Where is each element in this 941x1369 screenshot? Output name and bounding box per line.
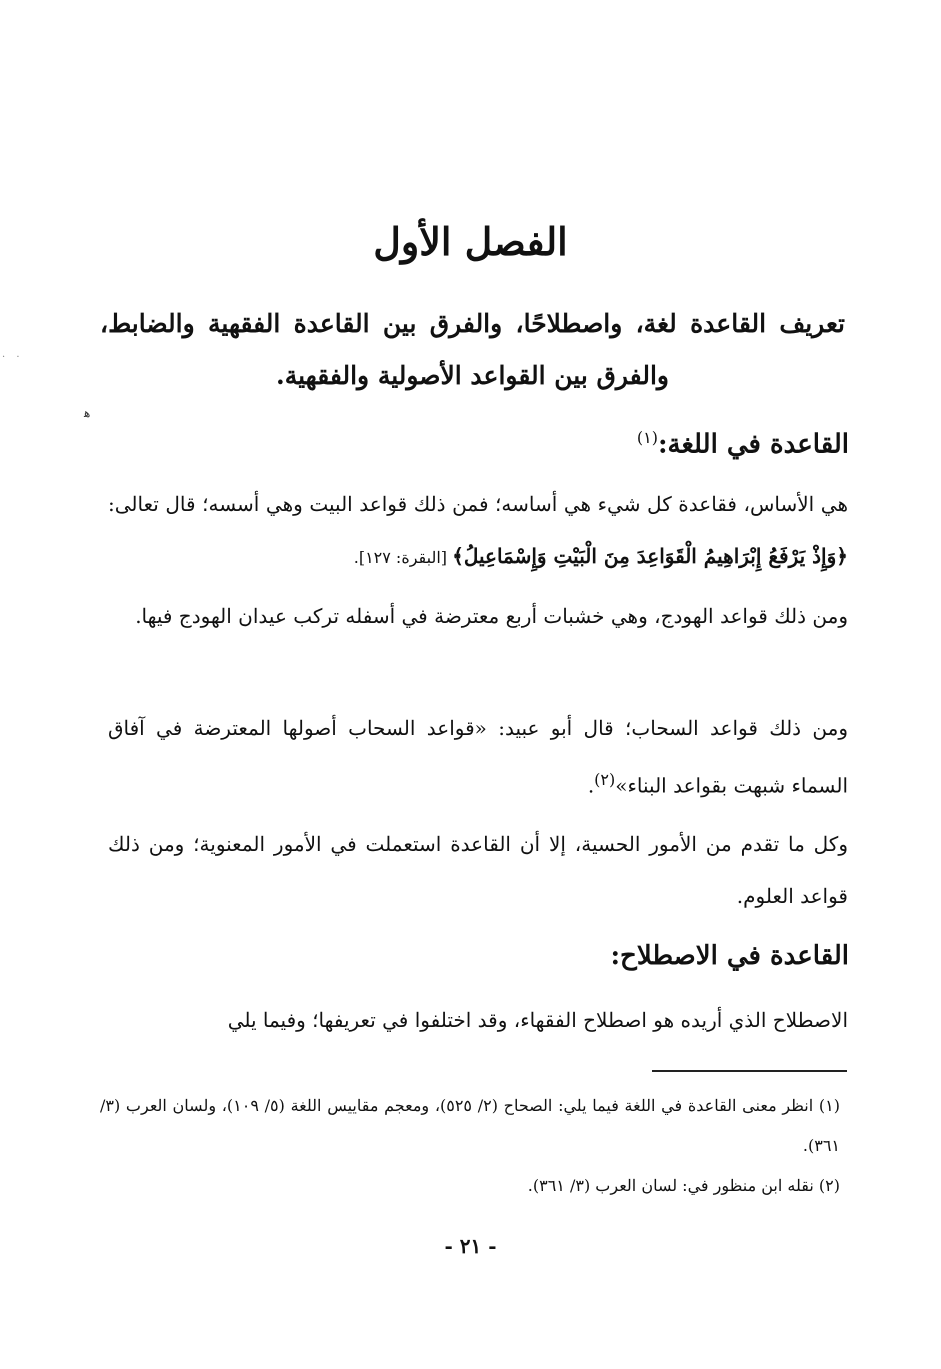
paragraph-3-end: . [587,773,595,798]
footnote-1: (١) انظر معنى القاعدة في اللغة فيما يلي: الصحاح (٢/ ٥٢٥)، ومعجم مقاييس اللغة (٥/ ١٠٩)، ولسان العرب (٣/ ٣٦١). [100,1096,840,1155]
paragraph-4: وكل ما تقدم من الأمور الحسية، إلا أن القاعدة استعملت في الأمور المعنوية؛ ومن ذلك قواعد العلوم. [108,832,848,908]
section-heading-technical: القاعدة في الاصطلاح: [610,941,849,971]
paragraph-2: ومن ذلك قواعد الهودج، وهي خشبات أربع معترضة في أسفله تركب عيدان الهودج فيها. [135,604,848,628]
footnote-ref-2: (٢) [594,770,616,789]
paragraph-1-text: هي الأساس، فقاعدة كل شيء هي أساسه؛ فمن ذلك قواعد البيت وهي أسسه؛ قال تعالى: [108,492,848,516]
footnote-ref-1: (١) [636,428,658,447]
section-heading-linguistic-text: القاعدة في اللغة: [657,429,849,460]
scan-speck: · · [2,352,24,363]
paragraph-1 [108,478,848,584]
paragraph-3-text: ومن ذلك قواعد السحاب؛ قال أبو عبيد: «قواعد السحاب أصولها المعترضة في آفاق السماء شبهت بقواعد البناء» [108,716,848,798]
verse-reference: [البقرة: ١٢٧]. [353,548,453,567]
chapter-title: الفصل الأول [373,219,568,264]
paragraph-5: الاصطلاح الذي أريده هو اصطلاح الفقهاء، وقد اختلفوا في تعريفها؛ وفيما يلي [227,1008,848,1032]
footnote-2: (٢) نقله ابن منظور في: لسان العرب (٣/ ٣٦١). [527,1176,840,1195]
section-heading-linguistic [637,418,849,465]
quran-verse: ﴿وَإِذْ يَرْفَعُ إِبْرَاهِيمُ الْقَوَاعِدَ مِنَ الْبَيْتِ وَإِسْمَاعِيلُ﴾ [452,544,848,568]
page-number: - ٢١ - [444,1234,497,1258]
chapter-subtitle: تعريف القاعدة لغة، واصطلاحًا، والفرق بين القاعدة الفقهية والضابط، والفرق بين القواعد الأصولية والفقهية. [100,309,845,390]
footnote-separator [652,1070,847,1072]
margin-mark: ﮬ [84,406,91,420]
paragraph-3 [108,702,848,812]
